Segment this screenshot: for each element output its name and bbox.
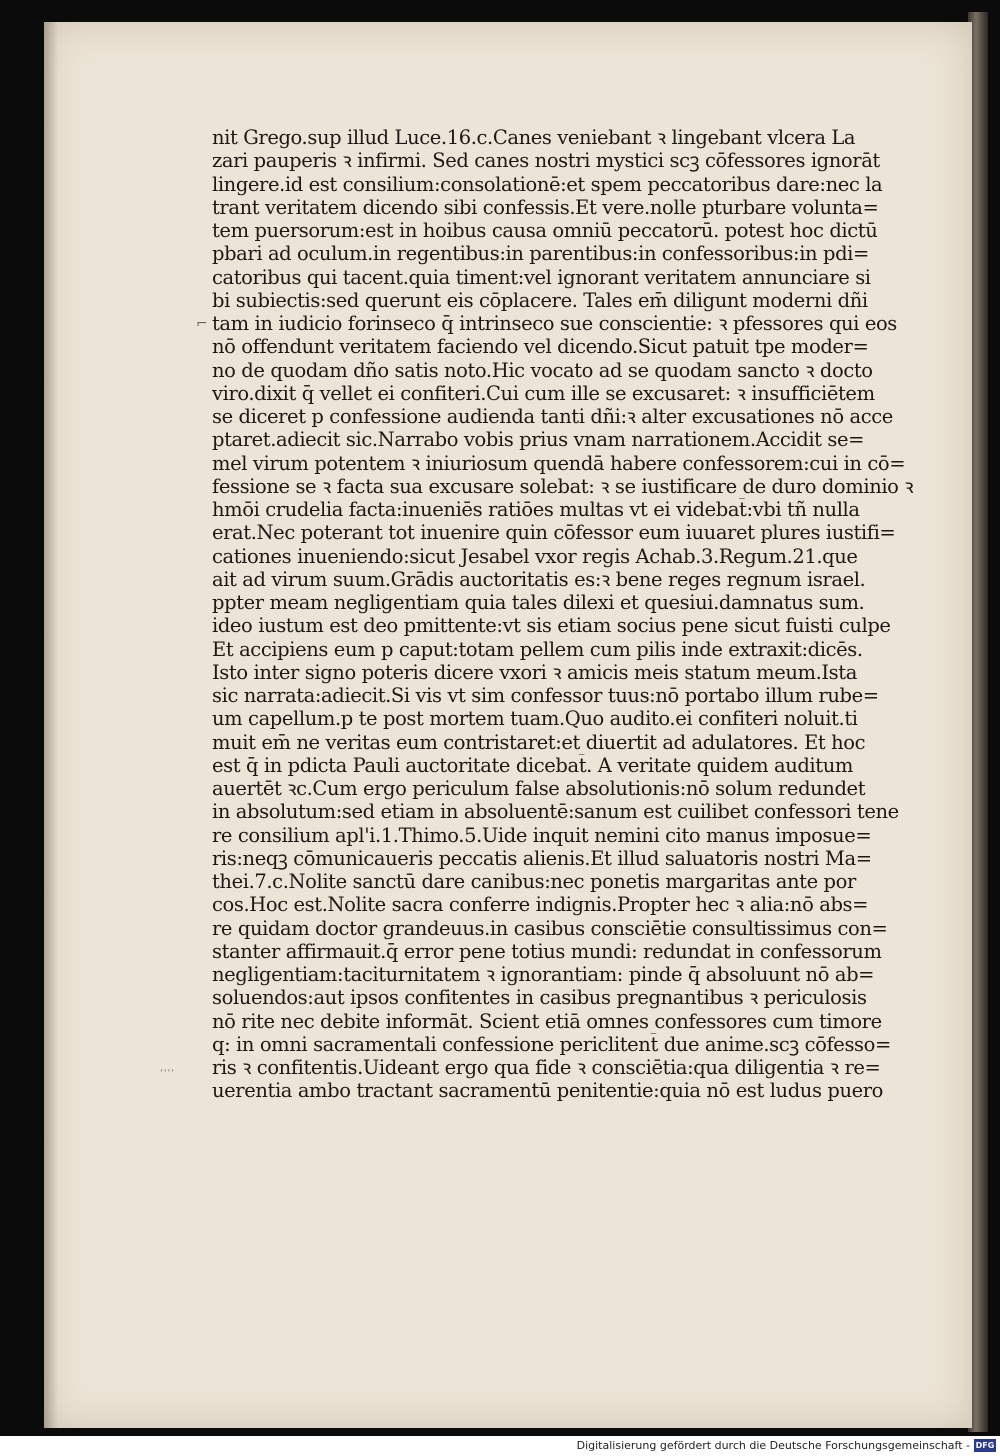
text-line: Isto inter signo poteris dicere vxori ꝛ amicis meis statum meum.Ista [212,660,857,684]
text-line: ppter meam negligentiam quia tales dilexi et quesiui.damnatus sum. [212,591,865,614]
text-line: negligentiam:taciturnitatem ꝛ ignorantiam: pinde q̄ absoluunt nō ab= [212,963,875,986]
text-line: ris ꝛ confitentis.Uideant ergo qua fide ꝛ consciētia:qua diligentia ꝛ re= [212,1056,881,1079]
text-line: re quidam doctor grandeuus.in casibus consciētie consultissimus con= [212,916,888,940]
text-line: ideo iustum est deo pmittente:vt sis etiam socius pene sicut fuisti culpe [212,614,891,638]
text-line: nō rite nec debite informāt. Scient etiā omnes confessores cum timore [212,1009,882,1033]
text-line: hmōi crudelia facta:inueniēs ratiōes multas vt ei videbat̄:vbi tñ nulla [212,498,860,521]
text-line: thei.7.c.Nolite sanctū dare canibus:nec ponetis margaritas ante por [212,870,856,893]
text-line: re consilium apl'i.1.Thimo.5.Uide inquit nemini cito manus imposue= [212,823,872,847]
text-line: tem puersorum:est in hoibus causa omniū peccatorū. potest hoc dictū [212,219,878,242]
text-line: bi subiectis:sed querunt eis cōplacere. Tales em̄ diligunt moderni dñi [212,288,868,312]
text-line: sic narrata:adiecit.Si vis vt sim confessor tuus:nō portabo illum rube= [212,684,879,707]
text-line: uerentia ambo tractant sacramentū penitentie:quia nō est ludus puero [212,1079,884,1103]
text-line: no de quodam dño satis noto.Hic vocato ad se quodam sancto ꝛ docto [212,358,873,382]
text-line: zari pauperis ꝛ infirmi. Sed canes nostri mystici scꝫ cōfessores ignorāt [212,149,880,173]
margin-annotation: '''' [160,1068,175,1079]
text-line: cos.Hoc est.Nolite sacra conferre indignis.Propter hec ꝛ alia:nō abs= [212,893,869,917]
text-line: muit em̄ ne veritas eum contristaret:et diuertit ad adulatores. Et hoc [212,730,866,754]
text-line: q: in omni sacramentali confessione periclitent̄ due anime.scꝫ cōfesso= [212,1032,891,1056]
text-line: se diceret p confessione audienda tanti dñi:ꝛ alter excusationes nō acce [212,405,893,428]
text-line: catoribus qui tacent.quia timent:vel ignorant veritatem annunciare si [212,265,871,289]
text-line: mel virum potentem ꝛ iniuriosum quendā habere confessorem:cui in cō= [212,451,906,475]
text-line: in absolutum:sed etiam in absoluentē:sanum est cuilibet confessori tene [212,800,899,824]
text-line: est q̄ in pdicta Pauli auctoritate dicebat̄. A veritate quidem auditum [212,753,853,777]
page-text [212,126,924,1103]
dfg-logo-icon: DFG [975,1441,995,1450]
text-line: ris:neqꝫ cōmunicaueris peccatis alienis.Et illud saluatoris nostri Ma= [212,846,872,870]
page-left-shadow [44,22,58,1428]
text-line: um capellum.p te post mortem tuam.Quo audito.ei confiteri noluit.ti [212,707,858,731]
text-line: lingere.id est consilium:consolationē:et spem peccatoribus dare:nec la [212,172,883,196]
text-line: tam in iudicio forinseco q̄ intrinseco sue conscientie: ꝛ pfessores qui eos [212,312,897,335]
text-line: stanter affirmauit.q̄ error pene totius mundi: redundat in confessorum [212,939,882,963]
text-line: nit Grego.sup illud Luce.16.c.Canes veniebant ꝛ lingebant vlcera La [212,126,856,149]
text-line: trant veritatem dicendo sibi confessis.Et vere.nolle pturbare volunta= [212,195,879,219]
footer-bar [0,1436,1000,1456]
text-line: soluendos:aut ipsos confitentes in casibus pregnantibus ꝛ periculosis [212,986,867,1010]
text-line: Et accipiens eum p caput:totam pellem cum pilis inde extraxit:dicēs. [212,637,863,661]
text-line: cationes inueniendo:sicut Jesabel vxor regis Achab.3.Regum.21.que [212,544,858,568]
text-line: ait ad virum suum.Grādis auctoritatis es:ꝛ bene reges regnum israel. [212,567,866,591]
text-line: auertēt ꝛc.Cum ergo periculum false absolutionis:nō solum redundet [212,777,866,800]
text-line: ptaret.adiecit sic.Narrabo vobis prius vnam narrationem.Accidit se= [212,428,865,452]
footer-credit: Digitalisierung gefördert durch die Deutsche Forschungsgemeinschaft - [576,1439,970,1452]
margin-mark: ⌐ [196,316,208,332]
text-line: pbari ad oculum.in regentibus:in parentibus:in confessoribus:in pdi= [212,242,869,266]
text-line: erat.Nec poterant tot inuenire quin cōfessor eum iuuaret plures iustifi= [212,521,896,545]
text-line: nō offendunt veritatem faciendo vel dicendo.Sicut patuit tpe moder= [212,335,869,359]
text-line: fessione se ꝛ facta sua excusare solebat: ꝛ se iustificare de duro dominio ꝛ [212,474,914,498]
text-line: viro.dixit q̄ vellet ei confiteri.Cui cum ille se excusaret: ꝛ insufficiētem [212,381,875,405]
